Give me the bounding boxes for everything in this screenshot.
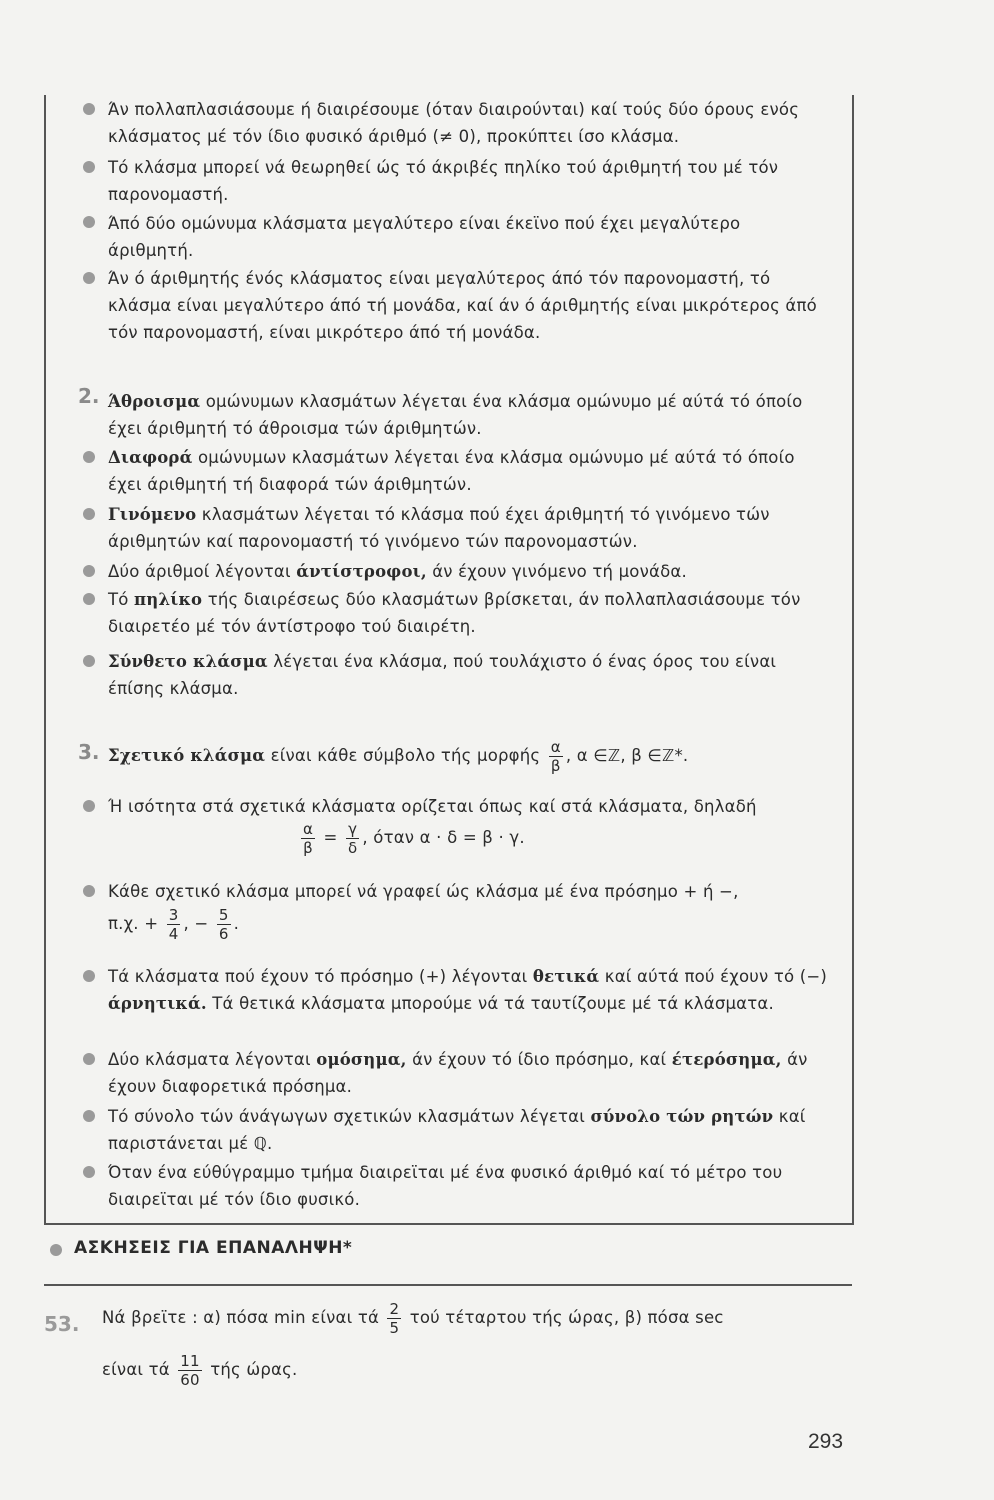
term: Σύνθετο κλάσμα <box>108 652 268 671</box>
paragraph-text: Τό <box>108 590 129 609</box>
paragraph <box>108 963 828 1017</box>
exercise-text <box>102 1300 862 1337</box>
paragraph-text: λέγεται ένα κλάσμα, πού τουλάχιστο ό ένας όρος του είναι έπίσης κλάσμα. <box>108 652 777 698</box>
bullet-icon <box>83 885 95 897</box>
term: άντίστροφοι, <box>296 562 427 581</box>
term: άρνητικά. <box>108 994 207 1013</box>
fraction: $\frac{\alpha}{\beta}$ <box>303 820 314 857</box>
exercise-text-part: είναι τά <box>102 1360 170 1379</box>
paragraph-text: Τό σύνολο τών άνάγωγων σχετικών κλασμάτων λέγεται <box>108 1107 586 1126</box>
paragraph-text: , α ∈ℤ, β ∈ℤ*. <box>565 746 689 765</box>
paragraph <box>108 1046 828 1100</box>
paragraph-text: είναι κάθε σύμβολο τής μορφής <box>270 746 541 765</box>
bullet-icon <box>83 1110 95 1122</box>
equation-text: , όταν α · δ = β · γ. <box>362 828 525 847</box>
paragraph-text: τής διαιρέσεως δύο κλασμάτων βρίσκεται, άν πολλαπλασιάσουμε τόν διαιρετέο μέ τόν άντίστροφο τού διαιρέτη. <box>108 590 801 636</box>
paragraph: Όταν ένα εύθύγραμμο τμήμα διαιρεϊται μέ ένα φυσικό άριθμό καί τό μέτρο του διαιρεϊται μέ τόν ίδιο φυσικό. <box>108 1163 783 1209</box>
paragraph-text: Δύο άριθμοί λέγονται <box>108 562 291 581</box>
bullet-icon <box>83 216 95 228</box>
paragraph: Τό κλάσμα μπορεί νά θεωρηθεί ώς τό άκριβές πηλίκο τού άριθμητή του μέ τόν παρονομαστή. <box>108 158 779 204</box>
bullet-icon <box>83 508 95 520</box>
exercise-text-part: τής ώρας. <box>210 1360 298 1379</box>
bullet-icon <box>83 593 95 605</box>
bullet-icon <box>83 1166 95 1178</box>
paragraph-text: καί αύτά πού έχουν τό (−) <box>604 967 828 986</box>
bullet-icon <box>83 800 95 812</box>
section-number: 2. <box>78 384 100 408</box>
bullet-icon <box>83 161 95 173</box>
fraction: $\frac{\alpha}{\beta}$ <box>550 738 561 775</box>
divider <box>44 1284 852 1286</box>
page-number: 293 <box>808 1430 844 1453</box>
paragraph: Άν πολλαπλασιάσουμε ή διαιρέσουμε (όταν διαιρούνται) καί τούς δύο όρους ενός κλάσματος μέ τόν ίδιο φυσικό άριθμό (≠ 0), προκύπτει ίσο κλάσμα. <box>108 100 800 146</box>
fraction: $\frac{3}{4}$ <box>168 906 179 943</box>
exercise-text-part: Νά βρεϊτε : α) πόσα min είναι τά <box>102 1308 380 1327</box>
paragraph: Άν ό άριθμητής ένός κλάσματος είναι μεγαλύτερος άπό τόν παρονομαστή, τό κλάσμα είναι μεγαλύτερο άπό τή μονάδα, καί άν ό άριθμητής είναι μικρότερος άπό τόν παρονομαστή, είναι μικρότερο άπό τή μονάδα. <box>108 269 817 342</box>
bullet-icon <box>83 451 95 463</box>
exercise-number: 53. <box>44 1312 80 1336</box>
bullet-icon <box>50 1244 62 1256</box>
section-heading: ΑΣΚΗΣΕΙΣ ΓΙΑ ΕΠΑΝΑΛΗΨΗ* <box>74 1238 353 1258</box>
exercise-text-part: τού τέταρτου τής ώρας, β) πόσα sec <box>409 1308 724 1327</box>
term: Άθροισμα <box>108 392 201 411</box>
term: Διαφορά <box>108 448 193 467</box>
term: Σχετικό κλάσμα <box>108 746 266 765</box>
paragraph-text: Τά θετικά κλάσματα μπορούμε νά τά ταυτίζουμε μέ τά κλάσματα. <box>212 994 774 1013</box>
paragraph: Ή ισότητα στά σχετικά κλάσματα ορίζεται όπως καί στά κλάσματα, δηλαδή <box>108 797 757 816</box>
paragraph-text: κλασμάτων λέγεται τό κλάσμα πού έχει άριθμητή τό γινόμενο τών άριθμητών καί παρονομαστή τό γινόμενο τών παρονομαστών. <box>108 505 770 551</box>
fraction: $\frac{2}{5}$ <box>389 1300 400 1337</box>
bullet-icon <box>83 1053 95 1065</box>
paragraph <box>108 388 828 442</box>
paragraph-text: άν έχουν γινόμενο τή μονάδα. <box>432 562 687 581</box>
term: πηλίκο <box>134 590 203 609</box>
term: έτερόσημα, <box>671 1050 782 1069</box>
paragraph-text: καί παριστάνεται μέ ℚ. <box>108 1107 806 1153</box>
bullet-icon <box>83 655 95 667</box>
bullet-icon <box>83 970 95 982</box>
exercise-text <box>102 1352 862 1389</box>
term: ομόσημα, <box>316 1050 407 1069</box>
term: Γινόμενο <box>108 505 197 524</box>
example: π.χ. + $\frac{3}{4}$ , − $\frac{5}{6}$ . <box>108 906 240 943</box>
paragraph-text: ομώνυμων κλασμάτων λέγεται ένα κλάσμα ομώνυμο μέ αύτά τό όποίο έχει άριθμητή τό άθροισμα τών άριθμητών. <box>108 392 803 438</box>
paragraph-text: ομώνυμων κλασμάτων λέγεται ένα κλάσμα ομώνυμο μέ αύτά τό όποίο έχει άριθμητή τή διαφορά τών άριθμητών. <box>108 448 795 494</box>
paragraph: Άπό δύο ομώνυμα κλάσματα μεγαλύτερο είναι έκεϊνο πού έχει μεγαλύτερο άριθμητή. <box>108 214 741 260</box>
fraction: $\frac{\gamma}{\delta}$ <box>348 820 358 857</box>
example-label: π.χ. <box>108 914 139 933</box>
bullet-icon <box>83 103 95 115</box>
paragraph <box>108 648 828 702</box>
fraction: $\frac{5}{6}$ <box>218 906 229 943</box>
paragraph-text: Δύο κλάσματα λέγονται <box>108 1050 311 1069</box>
term: θετικά <box>532 967 600 986</box>
paragraph <box>108 1103 828 1157</box>
paragraph <box>108 738 828 775</box>
section-number: 3. <box>78 740 100 764</box>
paragraph-text: άν έχουν διαφορετικά πρόσημα. <box>108 1050 808 1096</box>
bullet-icon <box>83 272 95 284</box>
paragraph <box>108 586 828 640</box>
paragraph: Κάθε σχετικό κλάσμα μπορεί νά γραφεί ώς κλάσμα μέ ένα πρόσημο + ή −, <box>108 882 739 901</box>
paragraph-text: άν έχουν τό ίδιο πρόσημο, καί <box>412 1050 667 1069</box>
term: σύνολο τών ρητών <box>590 1107 774 1126</box>
equation: $\frac{\alpha}{\beta}$ = $\frac{\gamma}{\delta}$ , όταν α · δ = β · γ. <box>303 820 525 857</box>
paragraph-text: Τά κλάσματα πού έχουν τό πρόσημο (+) λέγονται <box>108 967 528 986</box>
bullet-icon <box>83 565 95 577</box>
paragraph <box>108 558 828 585</box>
paragraph <box>108 501 828 555</box>
fraction: $\frac{11}{60}$ <box>180 1352 200 1389</box>
paragraph <box>108 444 828 498</box>
